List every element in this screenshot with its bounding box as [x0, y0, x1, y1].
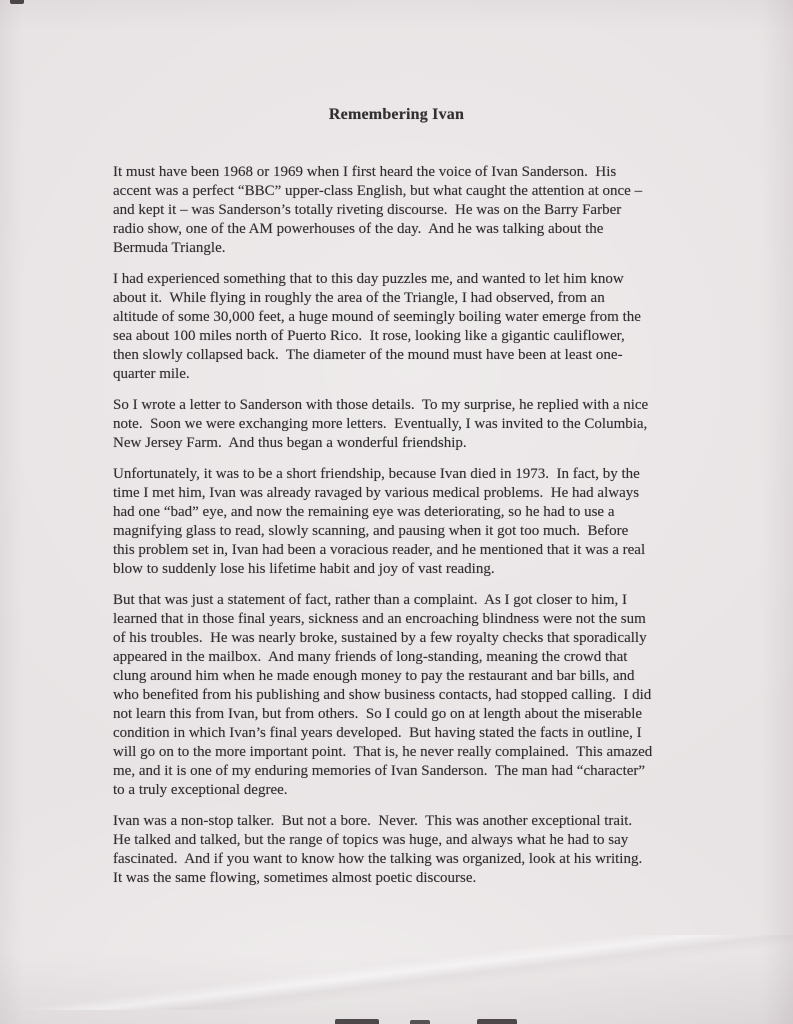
text-line: sea about 100 miles north of Puerto Rico. It rose, looking like a gigantic cauliflower, — [113, 328, 625, 344]
text-line: But that was just a statement of fact, rather than a complaint. As I got closer to him, I — [113, 592, 628, 608]
text-line: It was the same flowing, sometimes almost poetic discourse. — [113, 870, 477, 886]
text-line: Ivan was a non-stop talker. But not a bore. Never. This was another exceptional trait. — [113, 813, 633, 829]
text-line: will go on to the more important point. That is, he never really complained. This amazed — [113, 744, 653, 760]
text-line: He talked and talked, but the range of topics was huge, and always what he had to say — [113, 832, 629, 848]
text-line: Bermuda Triangle. — [113, 240, 226, 256]
text-line: magnifying glass to read, slowly scanning, and pausing when it got too much. Before — [113, 523, 629, 539]
paragraph — [113, 270, 699, 384]
text-line: had one “bad” eye, and now the remaining eye was deteriorating, so he had to use a — [113, 504, 615, 520]
text-line: clung around him when he made enough money to pay the restaurant and bar bills, and — [113, 668, 635, 684]
text-line: condition in which Ivan’s final years developed. But having stated the facts in outline, I — [113, 725, 642, 741]
text-line: quarter mile. — [113, 366, 190, 382]
text-line: learned that in those final years, sickness and an encroaching blindness were not the sum — [113, 611, 646, 627]
document-body — [113, 163, 699, 900]
text-line: I had experienced something that to this day puzzles me, and wanted to let him know — [113, 271, 624, 287]
text-line: blow to suddenly lose his lifetime habit and joy of vast reading. — [113, 561, 495, 577]
text-line: of his troubles. He was nearly broke, sustained by a few royalty checks that sporadically — [113, 630, 647, 646]
paragraph — [113, 396, 699, 453]
text-line: note. Soon we were exchanging more letters. Eventually, I was invited to the Columbia, — [113, 416, 648, 432]
text-line: to a truly exceptional degree. — [113, 782, 288, 798]
document-title: Remembering Ivan — [328, 106, 465, 123]
cutoff-text-fragment — [335, 1019, 379, 1024]
text-line: radio show, one of the AM powerhouses of the day. And he was talking about the — [113, 221, 604, 237]
paragraph — [113, 163, 699, 258]
text-line: and kept it – was Sanderson’s totally riveting discourse. He was on the Barry Farber — [113, 202, 622, 218]
cutoff-text-fragment — [477, 1019, 517, 1024]
text-line: New Jersey Farm. And thus began a wonderful friendship. — [113, 435, 467, 451]
text-line: accent was a perfect “BBC” upper-class English, but what caught the attention at once – — [113, 183, 643, 199]
text-line: about it. While flying in roughly the area of the Triangle, I had observed, from an — [113, 290, 605, 306]
text-line: fascinated. And if you want to know how the talking was organized, look at his writing. — [113, 851, 643, 867]
paragraph — [113, 465, 699, 579]
text-line: time I met him, Ivan was already ravaged by various medical problems. He had always — [113, 485, 640, 501]
text-line: So I wrote a letter to Sanderson with those details. To my surprise, he replied with a nice — [113, 397, 649, 413]
text-line: this problem set in, Ivan had been a voracious reader, and he mentioned that it was a real — [113, 542, 646, 558]
text-line: who benefited from his publishing and show business contacts, had stopped calling. I did — [113, 687, 652, 703]
paper-crease — [0, 935, 793, 1010]
text-line: appeared in the mailbox. And many friends of long-standing, meaning the crowd that — [113, 649, 628, 665]
paragraph — [113, 812, 699, 888]
scan-artifact-top-edge — [10, 0, 24, 4]
text-line: not learn this from Ivan, but from others. So I could go on at length about the miserable — [113, 706, 643, 722]
cutoff-text-fragment — [410, 1020, 430, 1024]
paragraph — [113, 591, 699, 800]
text-line: altitude of some 30,000 feet, a huge mound of seemingly boiling water emerge from the — [113, 309, 641, 325]
text-line: then slowly collapsed back. The diameter of the mound must have been at least one- — [113, 347, 623, 363]
text-line: me, and it is one of my enduring memories of Ivan Sanderson. The man had “character” — [113, 763, 646, 779]
text-line: It must have been 1968 or 1969 when I first heard the voice of Ivan Sanderson. His — [113, 164, 617, 180]
text-line: Unfortunately, it was to be a short friendship, because Ivan died in 1973. In fact, by the — [113, 466, 640, 482]
